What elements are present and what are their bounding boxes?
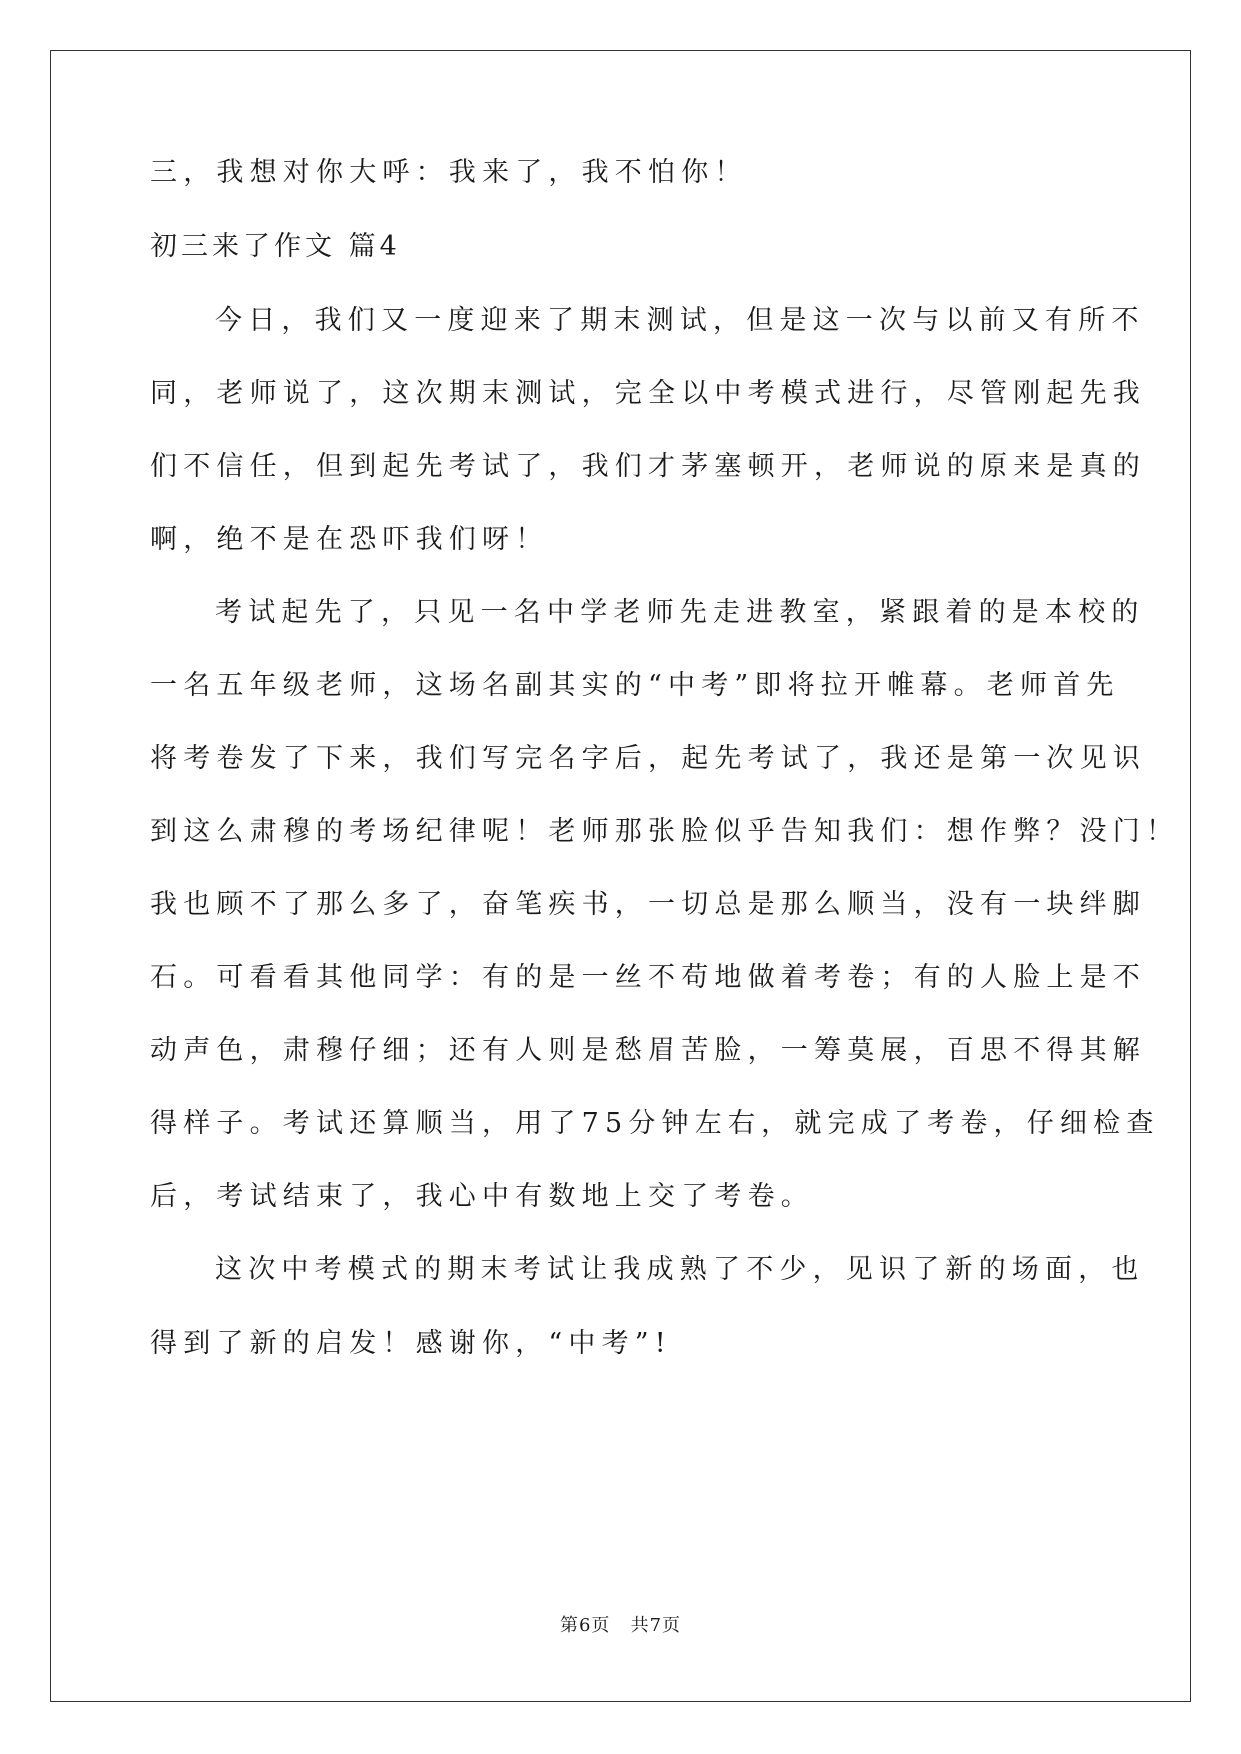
page-border: [50, 50, 1191, 1702]
body-line: 得到了新的启发！感谢你，“中考”!: [150, 1328, 672, 1359]
body-line: 们不信任，但到起先考试了，我们才茅塞顿开，老师说的原来是真的: [150, 451, 1146, 482]
body-line: 啊，绝不是在恐吓我们呀！: [150, 524, 549, 555]
section-heading: 初三来了作文 篇4: [150, 231, 401, 262]
body-line: 同，老师说了，这次期末测试，完全以中考模式进行，尽管刚起先我: [150, 378, 1146, 409]
body-line: 这次中考模式的期末考试让我成熟了不少，见识了新的场面，也: [215, 1254, 1145, 1285]
page-number: 第6页 共7页: [559, 1615, 682, 1636]
body-line: 今日，我们又一度迎来了期末测试，但是这一次与以前又有所不: [215, 305, 1145, 336]
body-line: 到这么肃穆的考场纪律呢！老师那张脸似乎告知我们：想作弊？没门！: [150, 816, 1180, 847]
body-line: 后，考试结束了，我心中有数地上交了考卷。: [150, 1181, 814, 1212]
body-line: 动声色，肃穆仔细；还有人则是愁眉苦脸，一筹莫展，百思不得其解: [150, 1035, 1146, 1066]
body-line: 将考卷发了下来，我们写完名字后，起先考试了，我还是第一次见识: [150, 743, 1146, 774]
body-line: 石。可看看其他同学：有的是一丝不苟地做着考卷；有的人脸上是不: [150, 962, 1146, 993]
body-line: 我也顾不了那么多了，奋笔疾书，一切总是那么顺当，没有一块绊脚: [150, 889, 1146, 920]
body-line: 一名五年级老师，这场名副其实的“中考”即将拉开帷幕。老师首先: [150, 670, 1120, 701]
body-line: 考试起先了，只见一名中学老师先走进教室，紧跟着的是本校的: [215, 597, 1145, 628]
body-line: 三，我想对你大呼：我来了，我不怕你！: [150, 157, 748, 188]
body-line: 得样子。考试还算顺当，用了75分钟左右，就完成了考卷，仔细检查: [150, 1108, 1160, 1139]
